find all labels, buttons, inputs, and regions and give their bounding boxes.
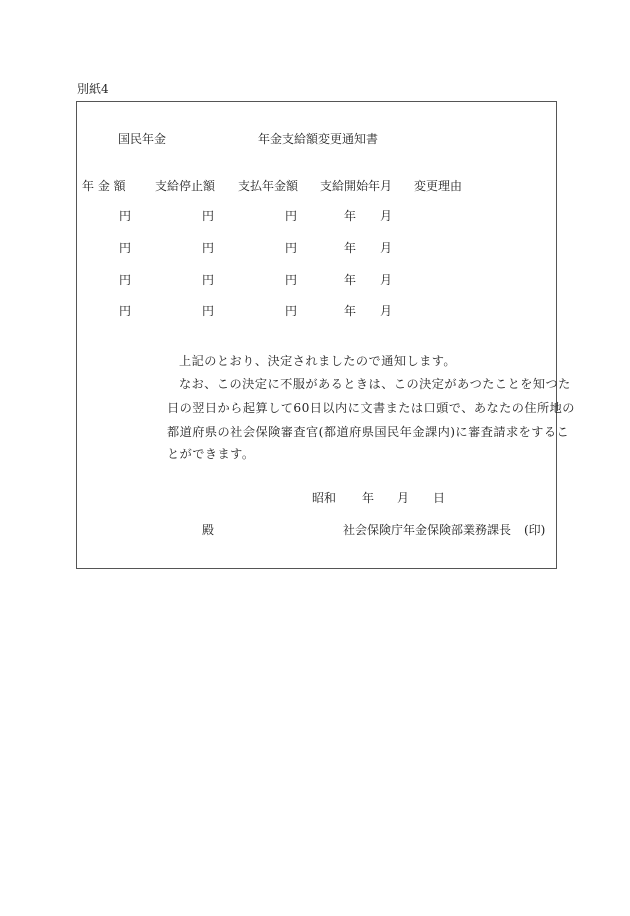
cell-stopped: 円 <box>202 304 215 318</box>
attachment-label: 別紙4 <box>77 82 109 96</box>
cell-month: 月 <box>380 273 393 287</box>
cell-year: 年 <box>344 209 357 223</box>
date-era: 昭和 <box>312 491 337 505</box>
document-title: 年金支給額変更通知書 <box>258 132 379 146</box>
notice-line: 都道府県の社会保険審査官(都道府県国民年金課内)に審査請求をするこ <box>167 425 570 439</box>
header-pension-amount: 年 金 額 <box>82 179 126 193</box>
date-year: 年 <box>362 491 375 505</box>
header-change-reason: 変更理由 <box>414 179 463 193</box>
cell-paid: 円 <box>285 273 298 287</box>
cell-month: 月 <box>380 241 393 255</box>
header-paid-amount: 支払年金額 <box>238 179 299 193</box>
cell-amount: 円 <box>119 273 132 287</box>
cell-stopped: 円 <box>202 273 215 287</box>
cell-stopped: 円 <box>202 241 215 255</box>
cell-paid: 円 <box>285 209 298 223</box>
date-day: 日 <box>433 491 446 505</box>
cell-amount: 円 <box>119 209 132 223</box>
notice-line: なお、この決定に不服があるときは、この決定があつたことを知つた <box>179 377 571 391</box>
header-start-month: 支給開始年月 <box>320 179 393 193</box>
seal-mark: (印) <box>524 523 546 537</box>
cell-paid: 円 <box>285 241 298 255</box>
notice-line: とができます。 <box>167 447 255 461</box>
issuer: 社会保険庁年金保険部業務課長 <box>343 523 512 537</box>
cell-month: 月 <box>380 209 393 223</box>
cell-year: 年 <box>344 273 357 287</box>
cell-paid: 円 <box>285 304 298 318</box>
cell-month: 月 <box>380 304 393 318</box>
cell-amount: 円 <box>119 304 132 318</box>
pension-category: 国民年金 <box>118 132 167 146</box>
cell-amount: 円 <box>119 241 132 255</box>
date-month: 月 <box>397 491 410 505</box>
cell-stopped: 円 <box>202 209 215 223</box>
cell-year: 年 <box>344 304 357 318</box>
notice-line: 上記のとおり、決定されましたので通知します。 <box>179 354 457 368</box>
addressee-suffix: 殿 <box>202 523 215 537</box>
cell-year: 年 <box>344 241 357 255</box>
header-stopped-amount: 支給停止額 <box>155 179 216 193</box>
notice-line: 日の翌日から起算して60日以内に文書または口頭で、あなたの住所地の <box>167 401 575 415</box>
